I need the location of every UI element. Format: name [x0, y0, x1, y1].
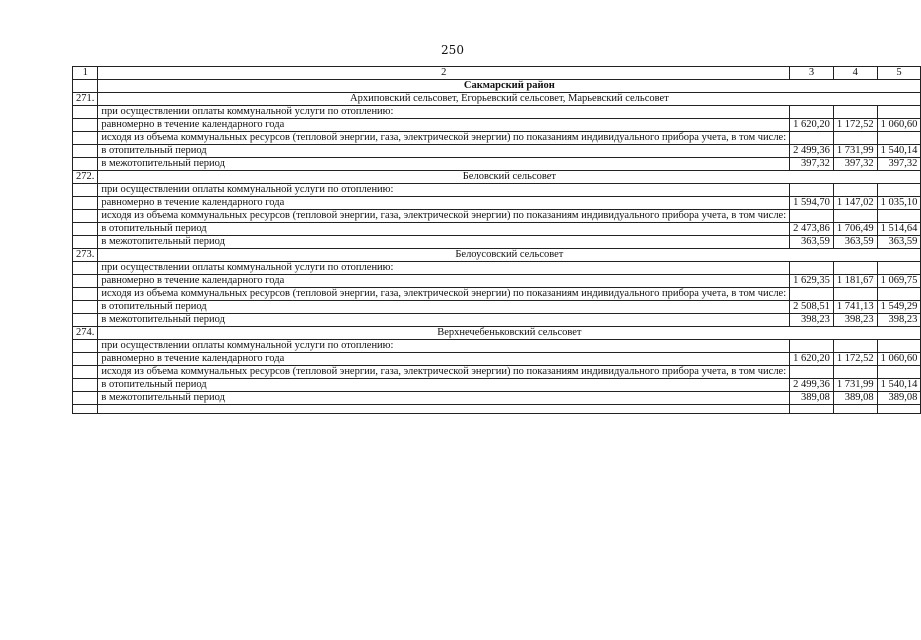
value-cell: 389,08 [790, 392, 834, 405]
value-cell: 1 741,13 [833, 301, 877, 314]
heating-label: при осуществлении оплаты коммунальной услуги по отоплению: [98, 262, 790, 275]
offseason-row [73, 236, 921, 249]
empty-cell [877, 132, 921, 145]
heating-label: при осуществлении оплаты коммунальной услуги по отоплению: [98, 184, 790, 197]
value-cell: 1 731,99 [833, 145, 877, 158]
offseason-row [73, 158, 921, 171]
tariff-table [72, 66, 921, 414]
value-cell: 2 473,86 [790, 223, 834, 236]
empty-cell [73, 145, 98, 158]
header-cell: 3 [790, 67, 834, 80]
empty-cell [833, 262, 877, 275]
value-cell: 363,59 [877, 236, 921, 249]
value-cell: 397,32 [833, 158, 877, 171]
uniform-label: равномерно в течение календарного года [98, 197, 790, 210]
meter-label: исходя из объема коммунальных ресурсов (тепловой энергии, газа, электрической энергии) по показаниям индивидуального прибора учета, в том числе: [98, 288, 790, 301]
uniform-row [73, 353, 921, 366]
header-cell: 4 [833, 67, 877, 80]
value-cell: 363,59 [833, 236, 877, 249]
empty-cell [73, 210, 98, 223]
empty-cell [877, 262, 921, 275]
empty-cell [790, 132, 834, 145]
offseason-row [73, 314, 921, 327]
empty-cell [833, 340, 877, 353]
empty-cell [73, 288, 98, 301]
empty-cell [73, 236, 98, 249]
meter-label: исходя из объема коммунальных ресурсов (тепловой энергии, газа, электрической энергии) по показаниям индивидуального прибора учета, в том числе: [98, 210, 790, 223]
heating-label-row [73, 262, 921, 275]
empty-cell [833, 184, 877, 197]
region-spacer [73, 80, 98, 93]
empty-cell [790, 405, 834, 414]
value-cell: 398,23 [790, 314, 834, 327]
empty-cell [73, 262, 98, 275]
entry-title-row [73, 171, 921, 184]
value-cell: 1 540,14 [877, 379, 921, 392]
uniform-row [73, 275, 921, 288]
heating-label: при осуществлении оплаты коммунальной услуги по отоплению: [98, 340, 790, 353]
value-cell: 1 172,52 [833, 119, 877, 132]
value-cell: 1 540,14 [877, 145, 921, 158]
empty-cell [73, 132, 98, 145]
empty-cell [877, 210, 921, 223]
entry-name: Беловский сельсовет [98, 171, 921, 184]
entry-number: 274. [73, 327, 98, 340]
header-cell: 5 [877, 67, 921, 80]
region-title: Сакмарский район [98, 80, 921, 93]
value-cell: 2 499,36 [790, 379, 834, 392]
value-cell: 2 508,51 [790, 301, 834, 314]
uniform-label: равномерно в течение календарного года [98, 275, 790, 288]
empty-cell [73, 314, 98, 327]
entry-name: Белоусовский сельсовет [98, 249, 921, 262]
empty-cell [73, 197, 98, 210]
uniform-label: равномерно в течение календарного года [98, 353, 790, 366]
value-cell: 397,32 [877, 158, 921, 171]
value-cell: 389,08 [833, 392, 877, 405]
value-cell: 1 172,52 [833, 353, 877, 366]
empty-cell [73, 106, 98, 119]
season-row [73, 379, 921, 392]
value-cell: 1 147,02 [833, 197, 877, 210]
empty-cell [877, 405, 921, 414]
empty-cell [790, 262, 834, 275]
empty-cell [790, 340, 834, 353]
empty-cell [73, 392, 98, 405]
trailing-row [73, 405, 921, 414]
region-row [73, 80, 921, 93]
entry-name: Верхнечебеньковский сельсовет [98, 327, 921, 340]
empty-cell [73, 366, 98, 379]
empty-cell [833, 210, 877, 223]
empty-cell [73, 275, 98, 288]
offseason-label: в межотопительный период [98, 158, 790, 171]
uniform-row [73, 197, 921, 210]
season-row [73, 301, 921, 314]
value-cell: 1 731,99 [833, 379, 877, 392]
empty-cell [833, 132, 877, 145]
entry-title-row [73, 249, 921, 262]
value-cell: 1 620,20 [790, 353, 834, 366]
entry-number: 272. [73, 171, 98, 184]
empty-cell [73, 158, 98, 171]
value-cell: 1 706,49 [833, 223, 877, 236]
uniform-row [73, 119, 921, 132]
page-number: 250 [441, 43, 464, 57]
value-cell: 398,23 [833, 314, 877, 327]
empty-cell [877, 366, 921, 379]
header-row [73, 67, 921, 80]
entry-name: Архиповский сельсовет, Егорьевский сельсовет, Марьевский сельсовет [98, 93, 921, 106]
value-cell: 389,08 [877, 392, 921, 405]
season-row [73, 223, 921, 236]
heating-label-row [73, 184, 921, 197]
empty-cell [877, 106, 921, 119]
heating-label-row [73, 340, 921, 353]
meter-label-row [73, 210, 921, 223]
empty-cell [790, 288, 834, 301]
empty-cell [790, 210, 834, 223]
header-cell: 2 [98, 67, 790, 80]
entry-number: 273. [73, 249, 98, 262]
empty-cell [73, 340, 98, 353]
season-label: в отопительный период [98, 379, 790, 392]
meter-label-row [73, 288, 921, 301]
empty-cell [73, 353, 98, 366]
offseason-label: в межотопительный период [98, 392, 790, 405]
value-cell: 397,32 [790, 158, 834, 171]
empty-cell [790, 184, 834, 197]
value-cell: 363,59 [790, 236, 834, 249]
entry-title-row [73, 327, 921, 340]
empty-cell [73, 119, 98, 132]
season-row [73, 145, 921, 158]
value-cell: 1 060,60 [877, 119, 921, 132]
meter-label: исходя из объема коммунальных ресурсов (тепловой энергии, газа, электрической энергии) по показаниям индивидуального прибора учета, в том числе: [98, 366, 790, 379]
empty-cell [877, 340, 921, 353]
value-cell: 398,23 [877, 314, 921, 327]
season-label: в отопительный период [98, 223, 790, 236]
meter-label-row [73, 132, 921, 145]
empty-cell [833, 288, 877, 301]
uniform-label: равномерно в течение календарного года [98, 119, 790, 132]
season-label: в отопительный период [98, 145, 790, 158]
entry-number: 271. [73, 93, 98, 106]
entry-title-row [73, 93, 921, 106]
value-cell: 1 035,10 [877, 197, 921, 210]
value-cell: 1 060,60 [877, 353, 921, 366]
offseason-row [73, 392, 921, 405]
value-cell: 1 181,67 [833, 275, 877, 288]
heating-label: при осуществлении оплаты коммунальной услуги по отоплению: [98, 106, 790, 119]
value-cell: 1 514,64 [877, 223, 921, 236]
value-cell: 2 499,36 [790, 145, 834, 158]
value-cell: 1 620,20 [790, 119, 834, 132]
empty-cell [833, 106, 877, 119]
empty-cell [98, 405, 790, 414]
value-cell: 1 069,75 [877, 275, 921, 288]
meter-label-row [73, 366, 921, 379]
empty-cell [790, 106, 834, 119]
empty-cell [833, 366, 877, 379]
heating-label-row [73, 106, 921, 119]
empty-cell [833, 405, 877, 414]
empty-cell [73, 379, 98, 392]
header-cell: 1 [73, 67, 98, 80]
empty-cell [73, 405, 98, 414]
empty-cell [877, 184, 921, 197]
offseason-label: в межотопительный период [98, 314, 790, 327]
empty-cell [73, 301, 98, 314]
empty-cell [877, 288, 921, 301]
meter-label: исходя из объема коммунальных ресурсов (тепловой энергии, газа, электрической энергии) по показаниям индивидуального прибора учета, в том числе: [98, 132, 790, 145]
value-cell: 1 629,35 [790, 275, 834, 288]
value-cell: 1 549,29 [877, 301, 921, 314]
offseason-label: в межотопительный период [98, 236, 790, 249]
empty-cell [73, 223, 98, 236]
empty-cell [790, 366, 834, 379]
season-label: в отопительный период [98, 301, 790, 314]
empty-cell [73, 184, 98, 197]
value-cell: 1 594,70 [790, 197, 834, 210]
